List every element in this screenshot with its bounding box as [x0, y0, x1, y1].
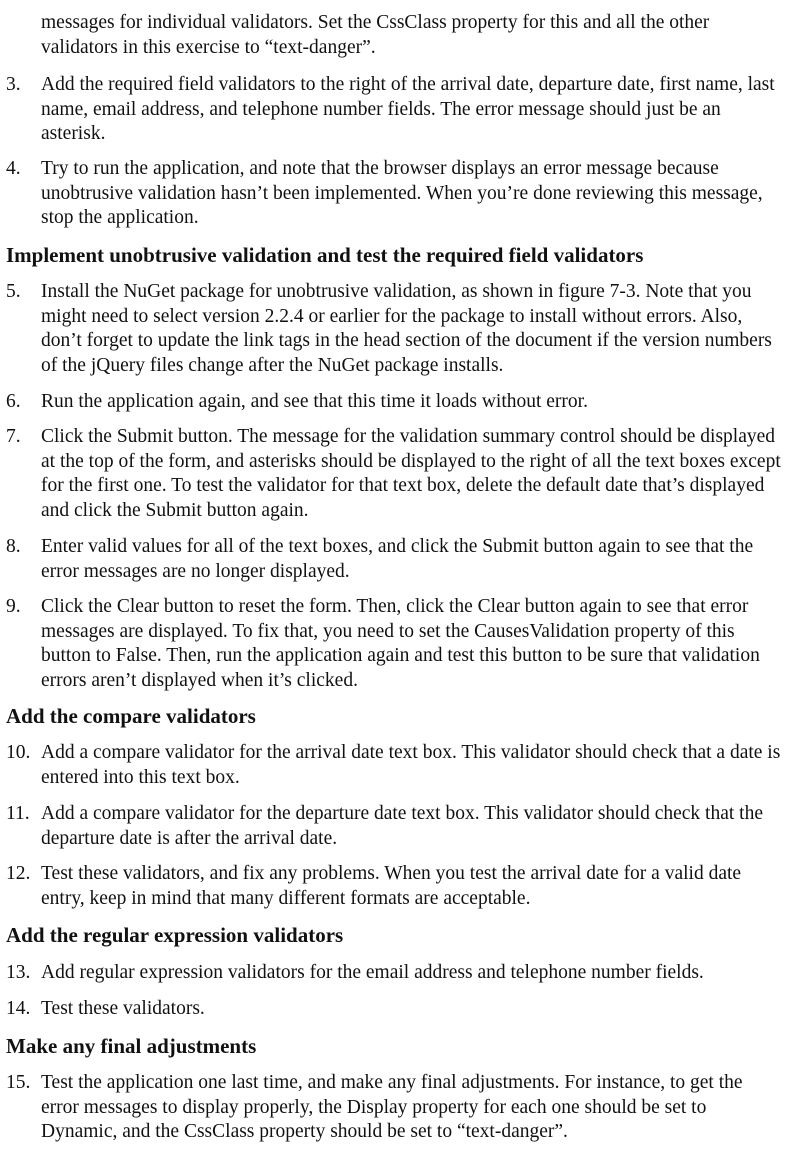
step-text: Test these validators.	[41, 998, 205, 1019]
step-text: Test the application one last time, and make any final adjustments. For instance, to get the error messages to display properly, the Display property for each one should be set to Dynamic, and the CssClass property should be set to “text-danger”.	[41, 1072, 743, 1142]
step-number: 3.	[6, 74, 21, 95]
step-number: 7.	[6, 426, 21, 447]
step-15	[0, 1071, 790, 1145]
step-11	[0, 802, 790, 851]
step-13	[0, 961, 790, 986]
section-heading-final: Make any final adjustments	[6, 1034, 257, 1058]
step-text: Add a compare validator for the departure date text box. This validator should check that the departure date is after the arrival date.	[41, 803, 763, 849]
section-heading-unobtrusive: Implement unobtrusive validation and test the required field validators	[6, 243, 644, 267]
step-number: 6.	[6, 391, 21, 412]
step-number: 12.	[6, 863, 31, 884]
step-number: 4.	[6, 158, 21, 179]
step-14	[0, 997, 790, 1022]
step-text: Click the Submit button. The message for the validation summary control should be displayed at the top of the form, and asterisks should be displayed to the right of all the text boxes except for the first one. To test the validator for that text box, delete the default date that’s displayed and click the Submit button again.	[41, 426, 781, 521]
continued-paragraph: messages for individual validators. Set the CssClass property for this and all the other validators in this exercise to “text-danger”.	[41, 12, 710, 58]
step-number: 11.	[6, 803, 30, 824]
step-number: 13.	[6, 962, 31, 983]
section-heading-regex: Add the regular expression validators	[6, 923, 344, 947]
step-number: 14.	[6, 998, 31, 1019]
step-9	[0, 595, 790, 693]
step-text: Try to run the application, and note that the browser displays an error message because unobtrusive validation hasn’t been implemented. When you’re done reviewing this message, stop the application.	[41, 158, 763, 228]
step-number: 15.	[6, 1072, 31, 1093]
step-number: 5.	[6, 281, 21, 302]
step-6	[0, 390, 790, 415]
step-number: 8.	[6, 536, 21, 557]
step-text: Install the NuGet package for unobtrusive validation, as shown in figure 7-3. Note that you might need to select version 2.2.4 or earlier for the package to install without errors. Also, don’t forget to update the link tags in the head section of the document if the version numbers of the jQuery files change after the NuGet package installs.	[41, 281, 772, 376]
step-text: Run the application again, and see that this time it loads without error.	[41, 391, 588, 412]
step-12	[0, 862, 790, 911]
step-number: 10.	[6, 742, 31, 763]
step-text: Add regular expression validators for the email address and telephone number fields.	[41, 962, 704, 983]
step-7	[0, 425, 790, 523]
step-text: Enter valid values for all of the text boxes, and click the Submit button again to see that the error messages are no longer displayed.	[41, 536, 754, 582]
step-4	[0, 157, 790, 231]
step-8	[0, 535, 790, 584]
step-text: Test these validators, and fix any problems. When you test the arrival date for a valid date entry, keep in mind that many different formats are acceptable.	[41, 863, 742, 909]
step-number: 9.	[6, 596, 21, 617]
section-heading-compare: Add the compare validators	[6, 704, 256, 728]
step-3	[0, 73, 790, 147]
step-10	[0, 741, 790, 790]
step-text: Click the Clear button to reset the form. Then, click the Clear button again to see that error messages are displayed. To fix that, you need to set the CausesValidation property of this button to False. Then, run the application again and test this button to be sure that validation errors aren’t displayed when it’s clicked.	[41, 596, 760, 691]
step-text: Add a compare validator for the arrival date text box. This validator should check that a date is entered into this text box.	[41, 742, 781, 788]
step-5	[0, 280, 790, 378]
step-text: Add the required field validators to the right of the arrival date, departure date, first name, last name, email address, and telephone number fields. The error message should just be an asterisk.	[41, 74, 775, 144]
